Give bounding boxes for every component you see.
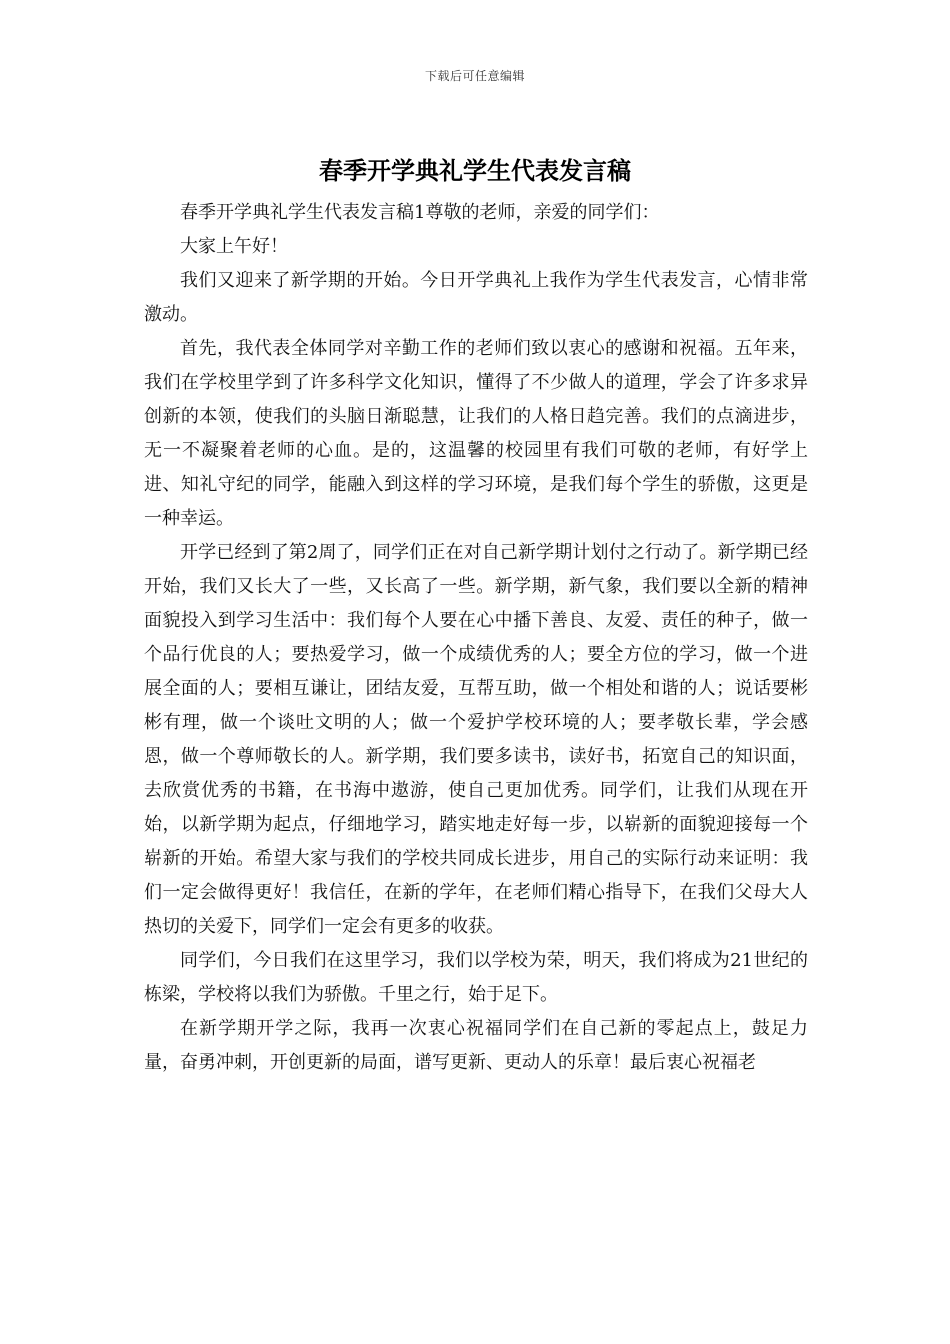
paragraph-thanks: 首先，我代表全体同学对辛勤工作的老师们致以衷心的感谢和祝福。五年来，我们在学校里学到了许多科学文化知识，懂得了不少做人的道理，学会了许多求异创新的本领，使我们的头脑日渐聪慧，让我们的人格日趋完善。我们的点滴进步，无一不凝聚着老师的心血。是的，这温馨的校园里有我们可敬的老师，有好学上进、知礼守纪的同学，能融入到这样的学习环境，是我们每个学生的骄傲，这更是一种幸运。 xyxy=(144,338,808,529)
paragraph-pride: 同学们，今日我们在这里学习，我们以学校为荣，明天，我们将成为21世纪的栋梁，学校将以我们为骄傲。千里之行，始于足下。 xyxy=(144,950,808,1005)
paragraph-opening: 春季开学典礼学生代表发言稿1尊敬的老师，亲爱的同学们： xyxy=(180,202,660,223)
paragraph-intro: 我们又迎来了新学期的开始。今日开学典礼上我作为学生代表发言，心情非常激动。 xyxy=(144,270,808,325)
page-header-note: 下载后可任意编辑 xyxy=(424,69,525,83)
paragraph-new-semester: 开学已经到了第2周了，同学们正在对自己新学期计划付之行动了。新学期已经开始，我们又长大了一些，又长高了一些。新学期，新气象，我们要以全新的精神面貌投入到学习生活中：我们每个人要在心中播下善良、友爱、责任的种子，做一个品行优良的人；要热爱学习，做一个成绩优秀的人；要全方位的学习，做一个进展全面的人；要相互谦让，团结友爱，互帮互助，做一个相处和谐的人；说话要彬彬有理，做一个谈吐文明的人；做一个爱护学校环境的人；要孝敬长辈，学会感恩，做一个尊师敬长的人。新学期，我们要多读书，读好书，拓宽自己的知识面，去欣赏优秀的书籍，在书海中遨游，使自己更加优秀。同学们，让我们从现在开始，以新学期为起点，仔细地学习，踏实地走好每一步，以崭新的面貌迎接每一个崭新的开始。希望大家与我们的学校共同成长进步，用自己的实际行动来证明：我们一定会做得更好！我信任，在新的学年，在老师们精心指导下，在我们父母大人热切的关爱下，同学们一定会有更多的收获。 xyxy=(144,542,808,937)
paragraph-closing: 在新学期开学之际，我再一次衷心祝福同学们在自己新的零起点上，鼓足力量，奋勇冲刺，开创更新的局面，谱写更新、更动人的乐章！最后衷心祝福老 xyxy=(144,1018,808,1073)
paragraph-greeting: 大家上午好！ xyxy=(180,236,288,257)
document-body xyxy=(144,196,808,1080)
document-title: 春季开学典礼学生代表发言稿 xyxy=(319,156,631,185)
